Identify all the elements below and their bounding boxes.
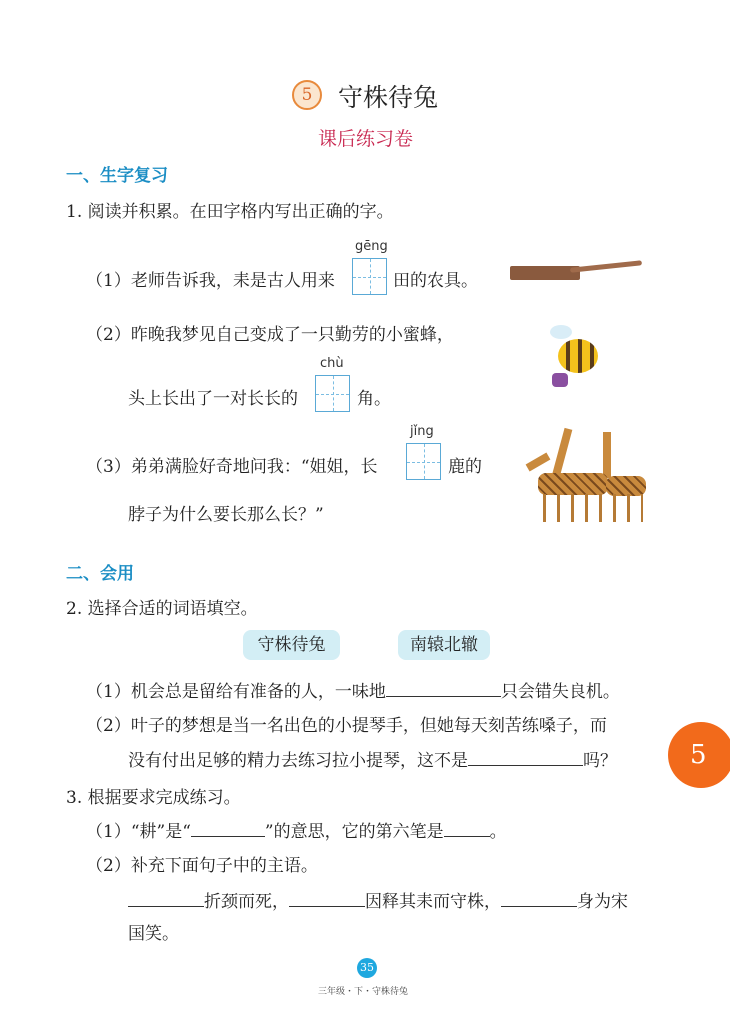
answer-blank[interactable] xyxy=(468,751,583,766)
answer-blank[interactable] xyxy=(128,892,204,907)
subtitle: 课后练习卷 xyxy=(318,128,414,150)
text: 没有付出足够的精力去练习拉小提琴，这不是 xyxy=(128,751,468,771)
q1-item3-text-2: 脖子为什么要长那么长？” xyxy=(128,505,324,525)
q2-item1 xyxy=(86,677,620,702)
question-2: 2. 选择合适的词语填空。 xyxy=(66,599,258,619)
text: 因释其耒而守株， xyxy=(365,892,501,912)
q1-item3-text-end: 鹿的 xyxy=(448,457,482,477)
q1-item1-text: （1）老师告诉我，耒是古人用来 xyxy=(86,271,335,291)
tianzige-box[interactable] xyxy=(352,258,387,295)
text: 身为宋 xyxy=(577,892,628,912)
q3-item2: （2）补充下面句子中的主语。 xyxy=(86,856,318,876)
bee-image xyxy=(548,325,603,393)
section2-heading: 二、会用 xyxy=(66,564,134,584)
pinyin: chù xyxy=(320,356,344,371)
word-option: 守株待兔 xyxy=(243,630,340,660)
text: 折颈而死， xyxy=(204,892,289,912)
giraffes-image xyxy=(518,428,656,524)
tianzige-box[interactable] xyxy=(315,375,350,412)
text: （1）机会总是留给有准备的人，一味地 xyxy=(86,682,386,702)
q3-item2-line2: 国笑。 xyxy=(128,924,179,944)
text: （1）“耕”是“ xyxy=(86,822,191,842)
answer-blank[interactable] xyxy=(386,682,501,697)
side-tab: 5 xyxy=(668,722,730,788)
question-3: 3. 根据要求完成练习。 xyxy=(66,788,241,808)
page-number: 35 xyxy=(357,958,377,978)
footer-caption: 三年级・下・守株待兔 xyxy=(318,987,409,997)
q1-item1-text-end: 田的农具。 xyxy=(393,271,478,291)
text: 只会错失良机。 xyxy=(500,682,620,702)
answer-blank[interactable] xyxy=(191,822,265,837)
plow-image xyxy=(510,262,642,284)
answer-blank[interactable] xyxy=(501,892,577,907)
pinyin: jǐng xyxy=(410,424,434,439)
section1-heading: 一、生字复习 xyxy=(66,166,168,186)
answer-blank[interactable] xyxy=(289,892,365,907)
word-option: 南辕北辙 xyxy=(398,630,490,660)
q2-item2-line2 xyxy=(128,746,617,771)
lesson-title: 守株待兔 xyxy=(338,83,439,112)
q1-item2-text: （2）昨晚我梦见自己变成了一只勤劳的小蜜蜂， xyxy=(86,325,454,345)
tianzige-box[interactable] xyxy=(406,443,441,480)
q3-item2-line xyxy=(128,887,628,912)
lesson-number-badge: 5 xyxy=(292,80,322,110)
q3-item1 xyxy=(86,817,507,842)
q1-item2-text-2: 头上长出了一对长长的 xyxy=(128,389,298,409)
pinyin: gēng xyxy=(355,239,388,254)
q1-item2-text-end: 角。 xyxy=(357,389,391,409)
q2-item2: （2）叶子的梦想是当一名出色的小提琴手，但她每天刻苦练嗓子，而 xyxy=(86,716,607,736)
text: ”的意思，它的第六笔是 xyxy=(264,822,444,842)
text: 。 xyxy=(489,822,507,842)
q1-item3-text: （3）弟弟满脸好奇地问我：“姐姐，长 xyxy=(86,457,378,477)
text: 吗？ xyxy=(583,751,617,771)
answer-blank[interactable] xyxy=(444,822,490,837)
question-1: 1. 阅读并积累。在田字格内写出正确的字。 xyxy=(66,202,394,222)
